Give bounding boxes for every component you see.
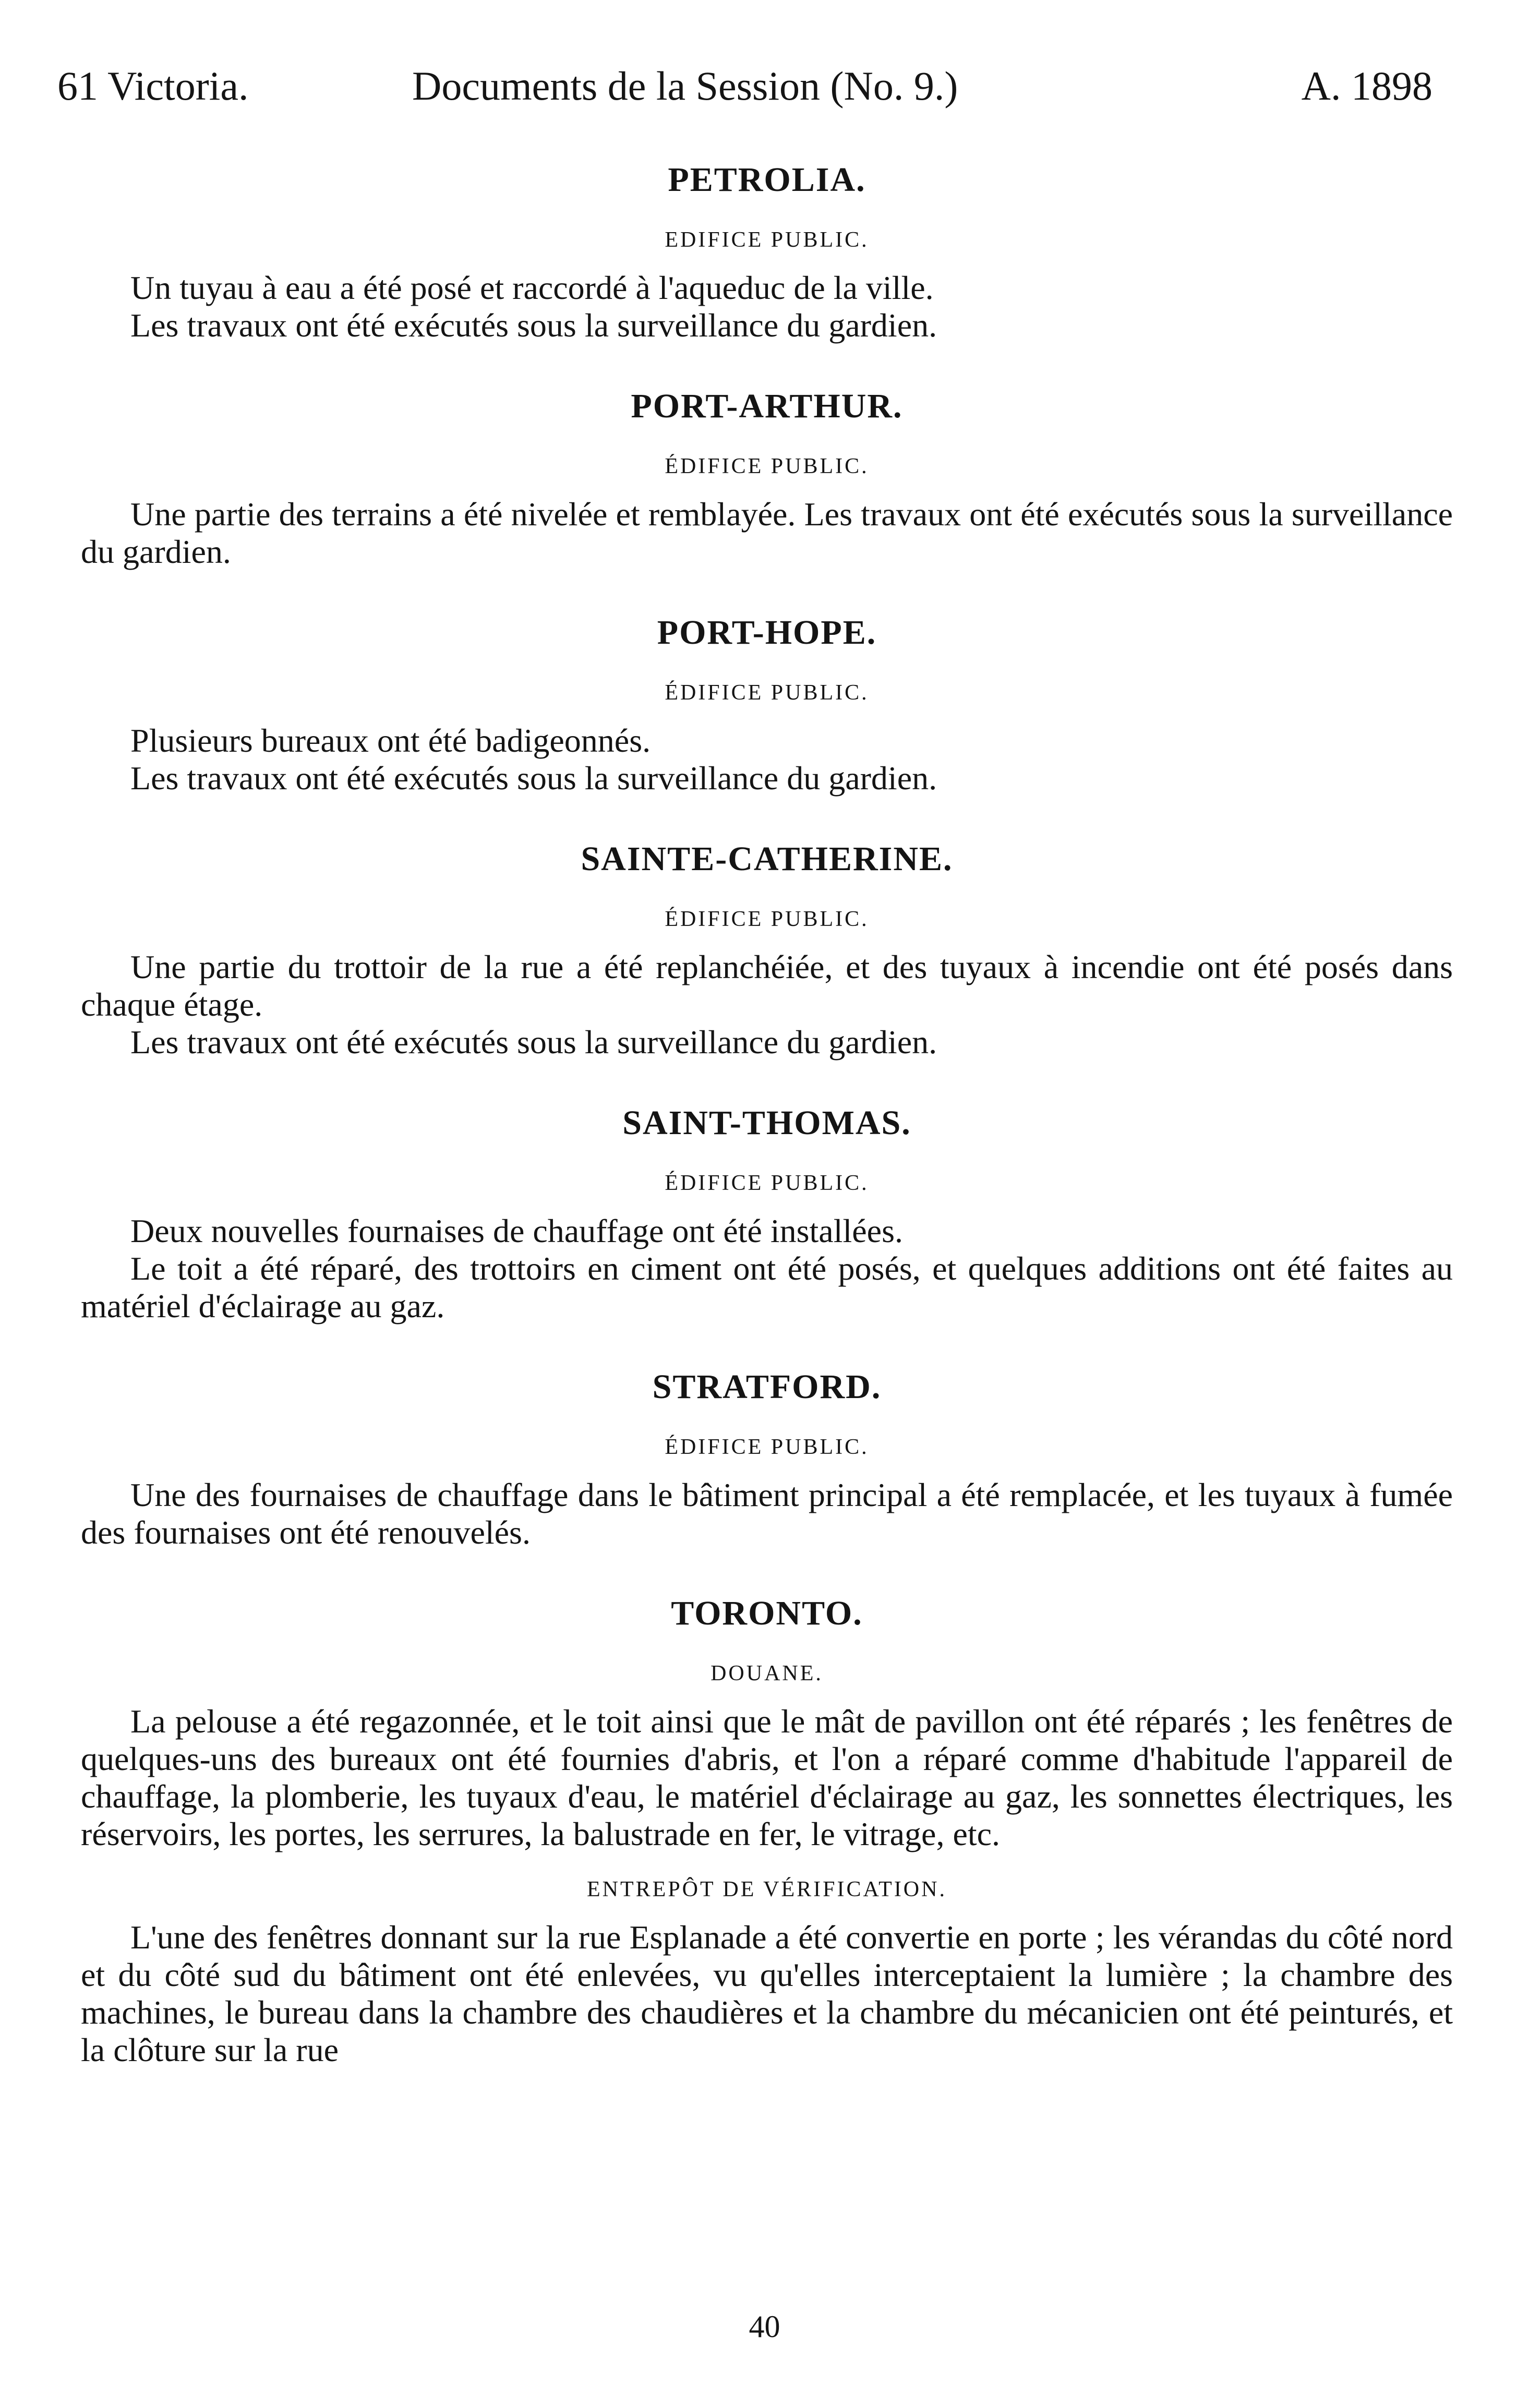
paragraph: Les travaux ont été exécutés sous la surveillance du gardien. — [130, 760, 937, 797]
subheading: ÉDIFICE PUBLIC. — [665, 907, 869, 931]
subheading: ÉDIFICE PUBLIC. — [665, 454, 869, 478]
section-title: TORONTO. — [671, 1594, 863, 1632]
header-year: A. 1898 — [1301, 63, 1432, 109]
section-title: PORT-HOPE. — [657, 613, 877, 652]
subheading: EDIFICE PUBLIC. — [665, 228, 869, 252]
paragraph: Une partie du trottoir de la rue a été replanchéiée, et des tuyaux à incendie ont été posés dans chaque étage. — [81, 948, 1453, 1023]
section-toronto — [81, 1590, 1453, 2069]
paragraph: Un tuyau à eau a été posé et raccordé à l'aqueduc de la ville. — [130, 269, 934, 306]
section-title: PORT-ARTHUR. — [631, 387, 903, 425]
subheading: ÉDIFICE PUBLIC. — [665, 1435, 869, 1459]
subheading: ENTREPÔT DE VÉRIFICATION. — [587, 1877, 947, 1901]
paragraph: Une partie des terrains a été nivelée et remblayée. Les travaux ont été exécutés sous la surveillance du gardien. — [81, 496, 1453, 570]
section-title: PETROLIA. — [668, 161, 866, 199]
section-petrolia — [81, 156, 1453, 344]
section-port-hope — [81, 609, 1453, 797]
document-body — [81, 156, 1453, 2108]
paragraph: Les travaux ont été exécutés sous la surveillance du gardien. — [130, 307, 937, 344]
paragraph: Les travaux ont été exécutés sous la surveillance du gardien. — [130, 1024, 937, 1061]
paragraph: Plusieurs bureaux ont été badigeonnés. — [130, 722, 651, 759]
subheading: ÉDIFICE PUBLIC. — [665, 1171, 869, 1195]
running-header — [57, 57, 1432, 115]
section-title: STRATFORD. — [652, 1368, 882, 1406]
page-number: 40 — [749, 2309, 780, 2344]
section-port-arthur — [81, 383, 1453, 571]
paragraph: La pelouse a été regazonnée, et le toit ainsi que le mât de pavillon ont été réparés ; les fenêtres de quelques-uns des bureaux ont été fournies d'abris, et l'on a réparé comme d'habitude l'appareil de chauffage, la plomberie, les tuyaux d'eau, le matériel d'éclairage au gaz, les sonnettes électriques, les réservoirs, les portes, les serrures, la balustrade en fer, le vitrage, etc. — [81, 1703, 1453, 1852]
subheading: ÉDIFICE PUBLIC. — [665, 681, 869, 705]
paragraph: L'une des fenêtres donnant sur la rue Esplanade a été convertie en porte ; les vérandas du côté nord et du côté sud du bâtiment ont été enlevées, vu qu'elles interceptaient la lumière ; la chambre des machines, le bureau dans la chambre des chaudières et la chambre du mécanicien ont été peinturés, et la clôture sur la rue — [81, 1919, 1453, 2068]
section-sainte-catherine — [81, 836, 1453, 1061]
paragraph: Deux nouvelles fournaises de chauffage ont été installées. — [130, 1212, 903, 1249]
section-stratford — [81, 1364, 1453, 1551]
header-document-title: Documents de la Session (No. 9.) — [412, 63, 958, 109]
paragraph: Le toit a été réparé, des trottoirs en ciment ont été posés, et quelques additions ont été faites au matériel d'éclairage au gaz. — [81, 1250, 1453, 1325]
header-session-year: 61 Victoria. — [57, 63, 249, 109]
section-saint-thomas — [81, 1100, 1453, 1325]
paragraph: Une des fournaises de chauffage dans le bâtiment principal a été remplacée, et les tuyaux à fumée des fournaises ont été renouvelés. — [81, 1476, 1453, 1551]
section-title: SAINTE-CATHERINE. — [581, 840, 953, 878]
subheading: DOUANE. — [711, 1661, 823, 1685]
section-title: SAINT-THOMAS. — [622, 1104, 911, 1142]
